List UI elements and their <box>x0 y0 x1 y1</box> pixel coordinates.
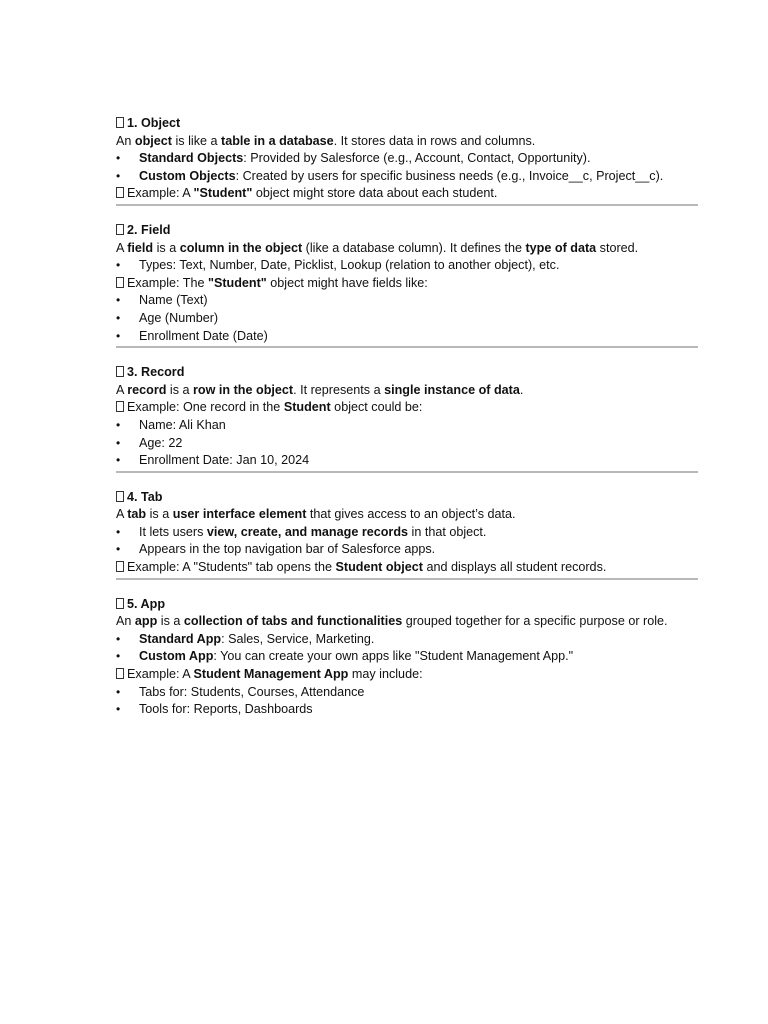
section-heading-text: 2. Field <box>127 222 171 237</box>
bold-text: record <box>127 382 167 397</box>
section-heading-text: 1. Object <box>127 116 181 130</box>
section-divider <box>116 578 698 580</box>
text-run: . It stores data in rows and columns. <box>333 133 536 148</box>
missing-glyph-icon <box>116 598 124 609</box>
missing-glyph-icon <box>116 117 124 128</box>
text-run: A <box>116 382 128 397</box>
bold-text: Standard Objects <box>139 151 244 166</box>
bullet-icon: • <box>116 310 121 325</box>
bold-text: Custom App <box>139 649 214 664</box>
text-run: Example: The <box>127 275 208 290</box>
missing-glyph-icon <box>116 401 124 412</box>
section-heading <box>116 364 698 382</box>
bold-text: app <box>134 614 158 629</box>
text-run: object might store data about each student. <box>252 186 498 201</box>
section-3 <box>116 364 698 473</box>
bullet-icon: • <box>116 293 121 308</box>
text-run: : You can create your own apps like "Student Management App." <box>213 649 574 664</box>
list-item <box>116 257 698 275</box>
section-heading-text: 3. Record <box>127 365 185 380</box>
bold-text: view, create, and manage records <box>206 524 409 539</box>
bold-text: Student object <box>335 560 423 575</box>
bold-text: row in the object <box>193 382 294 397</box>
section-5 <box>116 596 698 719</box>
text-run: An <box>116 614 135 629</box>
text-run: is a <box>153 240 180 255</box>
list-item <box>116 648 698 666</box>
section-divider <box>116 204 698 206</box>
missing-glyph-icon <box>116 187 124 198</box>
section-heading-text: 5. App <box>127 596 166 611</box>
list-item <box>116 310 698 328</box>
text-run: Name: Ali Khan <box>139 417 226 432</box>
list-item <box>116 435 698 453</box>
example-line <box>116 275 698 293</box>
bullet-icon: • <box>116 649 121 664</box>
bullet-list <box>116 292 698 345</box>
section-intro <box>116 240 698 258</box>
bold-text: collection of tabs and functionalities <box>183 614 403 629</box>
section-2 <box>116 222 698 348</box>
bold-text: table in a database <box>221 133 334 148</box>
text-run: Appears in the top navigation bar of Salesforce apps. <box>139 542 436 557</box>
missing-glyph-icon <box>116 491 124 502</box>
bullet-list <box>116 417 698 470</box>
bold-text: column in the object <box>179 240 303 255</box>
document-page <box>116 115 698 719</box>
text-run: : Created by users for specific business needs (e.g., Invoice__c, Project__c). <box>235 168 664 183</box>
section-heading <box>116 115 698 133</box>
section-4 <box>116 489 698 580</box>
text-run: that gives access to an object’s data. <box>306 507 516 522</box>
bullet-list <box>116 524 698 559</box>
text-run: is like a <box>172 133 221 148</box>
text-run: : Provided by Salesforce (e.g., Account, Contact, Opportunity). <box>243 151 591 166</box>
text-run: Example: One record in the <box>127 400 284 415</box>
bold-text: object <box>134 133 172 148</box>
text-run: It lets users <box>139 524 207 539</box>
section-intro <box>116 613 698 631</box>
text-run: grouped together for a specific purpose or role. <box>402 614 668 629</box>
list-item <box>116 524 698 542</box>
missing-glyph-icon <box>116 277 124 288</box>
text-run: may include: <box>348 667 423 682</box>
bullet-icon: • <box>116 684 121 699</box>
bullet-icon: • <box>116 453 121 468</box>
missing-glyph-icon <box>116 366 124 377</box>
text-run: Example: A <box>127 186 194 201</box>
list-item <box>116 701 698 719</box>
bullet-list <box>116 684 698 719</box>
bullet-icon: • <box>116 524 121 539</box>
bullet-icon: • <box>116 417 121 432</box>
bullet-icon: • <box>116 702 121 717</box>
list-item <box>116 684 698 702</box>
text-run: A <box>116 240 128 255</box>
section-heading <box>116 596 698 614</box>
bullet-icon: • <box>116 151 121 166</box>
section-divider <box>116 346 698 348</box>
text-run: is a <box>146 507 173 522</box>
text-run: : Sales, Service, Marketing. <box>221 631 375 646</box>
list-item <box>116 417 698 435</box>
text-run: Age (Number) <box>139 310 219 325</box>
missing-glyph-icon <box>116 668 124 679</box>
bold-text: single instance of data <box>384 382 520 397</box>
list-item <box>116 150 698 168</box>
section-heading <box>116 222 698 240</box>
text-run: An <box>116 133 135 148</box>
bold-text: Student <box>283 400 331 415</box>
text-run: object could be: <box>330 400 423 415</box>
text-run: stored. <box>596 240 639 255</box>
section-intro <box>116 133 698 151</box>
list-item <box>116 292 698 310</box>
text-run: Tools for: Reports, Dashboards <box>139 702 313 717</box>
text-run: is a <box>157 614 184 629</box>
list-item <box>116 168 698 186</box>
example-line <box>116 185 698 203</box>
list-item <box>116 541 698 559</box>
section-divider <box>116 471 698 473</box>
missing-glyph-icon <box>116 561 124 572</box>
bullet-list <box>116 631 698 666</box>
bullet-icon: • <box>116 542 121 557</box>
bold-text: "Student" <box>207 275 267 290</box>
bold-text: Standard App <box>139 631 222 646</box>
bullet-icon: • <box>116 168 121 183</box>
bold-text: user interface element <box>172 507 307 522</box>
section-heading-text: 4. Tab <box>127 489 163 504</box>
example-line <box>116 399 698 417</box>
bullet-icon: • <box>116 435 121 450</box>
section-intro <box>116 382 698 400</box>
bold-text: "Student" <box>193 186 253 201</box>
text-run: Age: 22 <box>139 435 183 450</box>
text-run: . <box>519 382 524 397</box>
bullet-list <box>116 257 698 275</box>
section-1 <box>116 115 698 206</box>
bullet-icon: • <box>116 631 121 646</box>
text-run: Enrollment Date: Jan 10, 2024 <box>139 453 310 468</box>
text-run: . It represents a <box>293 382 385 397</box>
list-item <box>116 328 698 346</box>
example-line <box>116 559 698 577</box>
example-line <box>116 666 698 684</box>
bullet-list <box>116 150 698 185</box>
text-run: Name (Text) <box>139 293 208 308</box>
bold-text: Student Management App <box>193 667 349 682</box>
missing-glyph-icon <box>116 224 124 235</box>
bold-text: tab <box>127 507 147 522</box>
text-run: object might have fields like: <box>266 275 428 290</box>
bold-text: field <box>127 240 154 255</box>
section-intro <box>116 506 698 524</box>
text-run: Types: Text, Number, Date, Picklist, Lookup (relation to another object), etc. <box>139 258 560 273</box>
bullet-icon: • <box>116 258 121 273</box>
text-run: Enrollment Date (Date) <box>139 328 268 343</box>
text-run: in that object. <box>408 524 487 539</box>
text-run: Example: A <box>127 667 194 682</box>
text-run: and displays all student records. <box>422 560 607 575</box>
bold-text: type of data <box>525 240 597 255</box>
text-run: is a <box>166 382 194 397</box>
bold-text: Custom Objects <box>139 168 236 183</box>
text-run: Example: A "Students" tab opens the <box>127 560 336 575</box>
list-item <box>116 452 698 470</box>
text-run: Tabs for: Students, Courses, Attendance <box>139 684 365 699</box>
text-run: A <box>116 507 128 522</box>
bullet-icon: • <box>116 328 121 343</box>
section-heading <box>116 489 698 507</box>
list-item <box>116 631 698 649</box>
text-run: (like a database column). It defines the <box>302 240 526 255</box>
